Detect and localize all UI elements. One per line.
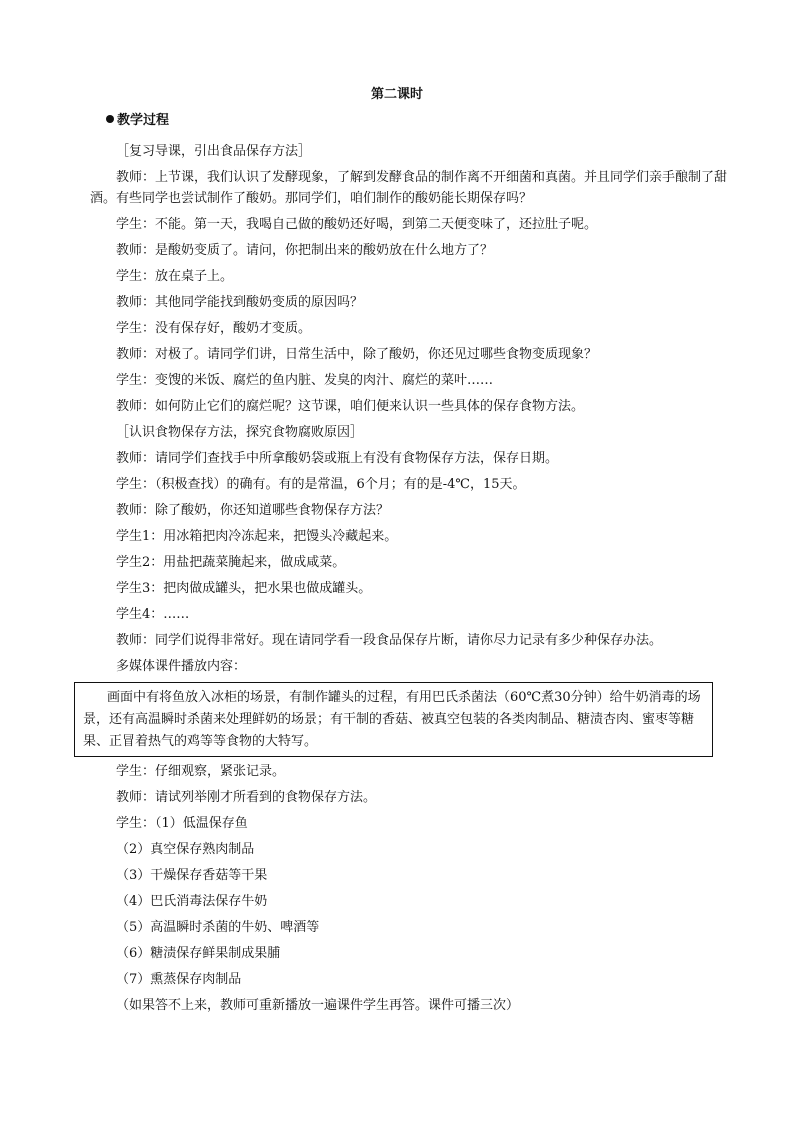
document-body <box>83 139 730 1019</box>
paragraph: （5）高温瞬时杀菌的牛奶、啤酒等 <box>116 920 320 935</box>
section-heading <box>106 112 169 130</box>
paragraph: 学生：仔细观察，紧张记录。 <box>116 764 286 779</box>
paragraph: 教师：是酸奶变质了。请问，你把制出来的酸奶放在什么地方了？ <box>116 243 494 258</box>
paragraph: ［认识食物保存方法，探究食物腐败原因］ <box>116 425 364 440</box>
paragraph: ［复习导课，引出食品保存方法］ <box>116 144 312 159</box>
paragraph: 教师：请同学们查找手中所拿酸奶袋或瓶上有没有食物保存方法，保存日期。 <box>116 451 559 466</box>
paragraph: （如果答不上来，教师可重新播放一遍课件学生再答。课件可播三次） <box>116 998 520 1013</box>
paragraph: 学生：放在桌子上。 <box>116 269 234 284</box>
paragraph: 学生2：用盐把蔬菜腌起来，做成咸菜。 <box>116 555 346 570</box>
paragraph: 教师：除了酸奶，你还知道哪些食物保存方法？ <box>116 503 390 518</box>
paragraph: 教师：如何防止它们的腐烂呢？这节课，咱们便来认识一些具体的保存食物方法。 <box>116 399 585 414</box>
paragraph: 学生：（1）低温保存鱼 <box>116 816 248 831</box>
paragraph: 学生：变馊的米饭、腐烂的鱼内脏、发臭的肉汁、腐烂的菜叶…… <box>116 373 494 388</box>
bullet-icon <box>106 115 114 123</box>
section-heading-text: 教学过程 <box>117 113 170 128</box>
paragraph: 学生：没有保存好，酸奶才变质。 <box>116 321 312 336</box>
paragraph: （3）干燥保存香菇等干果 <box>116 868 268 883</box>
page-title: 第二课时 <box>370 87 423 102</box>
multimedia-content-box: 画面中有将鱼放入冰柜的场景，有制作罐头的过程，有用巴氏杀菌法（60℃煮30分钟）给牛奶消毒的场景，还有高温瞬时杀菌来处理鲜奶的场景；有干制的香菇、被真空包装的各类肉制品、糖渍杏肉、蜜枣等糖果、正冒着热气的鸡等等食物的大特写。 <box>74 682 713 757</box>
paragraph: 教师：其他同学能找到酸奶变质的原因吗？ <box>116 295 364 310</box>
paragraph: 教师：同学们说得非常好。现在请同学看一段食品保存片断，请你尽力记录有多少种保存办法。 <box>116 633 663 648</box>
paragraph: 学生：不能。第一天，我喝自己做的酸奶还好喝，到第二天便变味了，还拉肚子呢。 <box>116 217 598 232</box>
paragraph: 多媒体课件播放内容： <box>116 659 247 674</box>
paragraph: （4）巴氏消毒法保存牛奶 <box>116 894 268 909</box>
paragraph: （6）糖渍保存鲜果制成果脯 <box>116 946 281 961</box>
paragraph: 学生1：用冰箱把肉冷冻起来，把馒头冷藏起来。 <box>116 529 398 544</box>
paragraph: 学生3：把肉做成罐头，把水果也做成罐头。 <box>116 581 372 596</box>
paragraph: 教师：对极了。请同学们讲，日常生活中，除了酸奶，你还见过哪些食物变质现象？ <box>116 347 598 362</box>
paragraph: 学生：（积极查找）的确有。有的是常温，6个月；有的是-4℃，15天。 <box>116 477 526 492</box>
paragraph: 教师：上节课，我们认识了发酵现象，了解到发酵食品的制作离不开细菌和真菌。并且同学们亲手酿制了甜酒。有些同学也尝试制作了酸奶。那同学们，咱们制作的酸奶能长期保存吗？ <box>90 170 728 206</box>
paragraph: （7）熏蒸保存肉制品 <box>116 972 242 987</box>
paragraph: （2）真空保存熟肉制品 <box>116 842 255 857</box>
paragraph: 学生4：…… <box>116 607 190 622</box>
paragraph: 教师：请试列举刚才所看到的食物保存方法。 <box>116 790 377 805</box>
